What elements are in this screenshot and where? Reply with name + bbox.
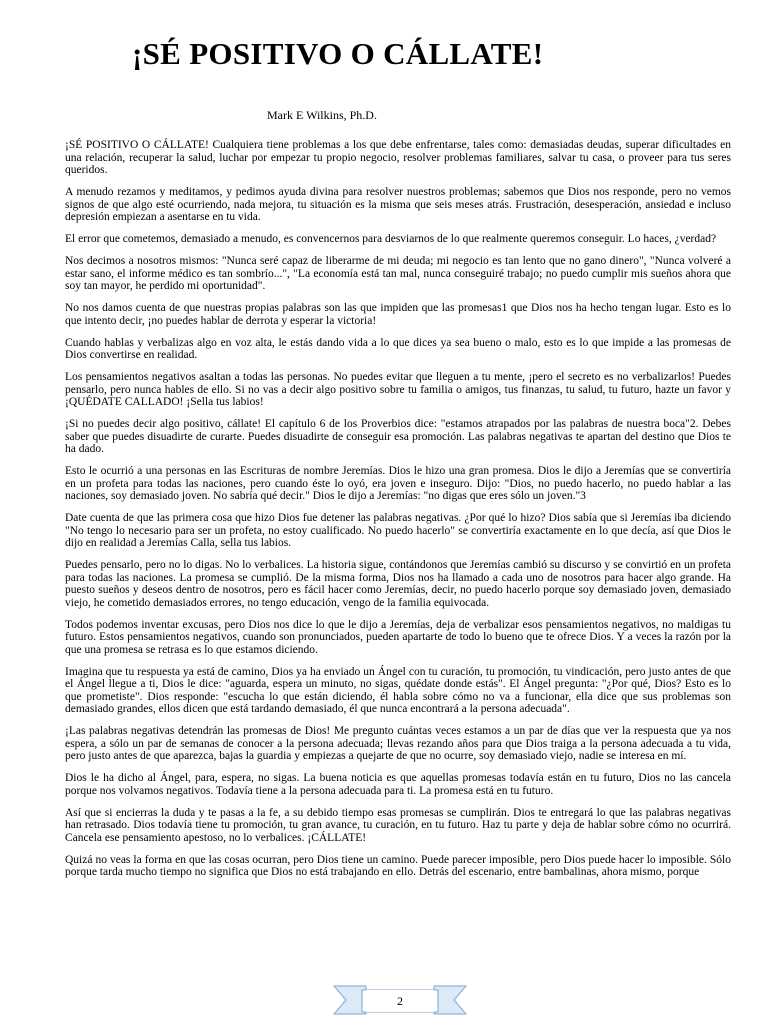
paragraph: Date cuenta de que las primera cosa que hizo Dios fue detener las palabras negativas. ¿Por qué lo hizo? Dios sabía que si Jeremías iba diciendo "No tengo lo necesario para ser un profeta, no estoy cualificado. No puedo hacerlo" se convertiría exactamente en lo que decía, así que Dios le dijo en realidad a Jeremías Calla, sella tus labios. <box>65 512 731 549</box>
document-title: ¡SÉ POSITIVO O CÁLLATE! <box>132 36 544 71</box>
paragraph: ¡Las palabras negativas detendrán las promesas de Dios! Me pregunto cuántas veces estamos a un par de días que ver la respuesta que ya nos espera, a sólo un par de semanas de conocer a la persona adecuada; llevas rezando años para que Dios traiga a la persona adecuada a tu vida, pero justo antes de que aparezca, bajas la guardia y empiezas a quejarte de que no ocurre, soy demasiado viejo, nadie se interesa en mí. <box>65 725 731 762</box>
ribbon-right-tail <box>434 986 466 1014</box>
paragraph: Imagina que tu respuesta ya está de camino, Dios ya ha enviado un Ángel con tu curación, tu promoción, tu vindicación, pero justo antes de que el Ángel llegue a ti, Dios le dice: "aguarda, espera un minuto, no sigas, quédate donde estás". El Ángel pregunta: "¿Por qué, Dios? Esto es lo que prometiste". Dios responde: "escucha lo que están diciendo, él habla sobre cómo no va a funcionar, ella dice que sus problemas son demasiado grandes, ellos dicen que está tardando demasiado, él que nunca encontrará a la persona adecuada". <box>65 665 731 715</box>
paragraph: Así que si encierras la duda y te pasas a la fe, a su debido tiempo esas promesas se cumplirán. Dios te entregará lo que las palabras negativas han retrasado. Dios todavía tiene tu promoción, tu gran avance, tu curación, en tu futuro. Haz tu parte y deja de hablar sobre cómo no ocurrirá. Cancela ese pensamiento apestoso, no lo verbalices. ¡CÁLLATE! <box>65 806 731 844</box>
paragraph: ¡Si no puedes decir algo positivo, cállate! El capítulo 6 de los Proverbios dice: "estamos atrapados por las palabras de nuestra boca"2. Debes saber que puedes disuadirte de curarte. Puedes disuadirte de conseguir esa promoción. Las palabras negativas te apartan del destino que Dios te ha dado. <box>65 418 731 455</box>
paragraph: Quizá no veas la forma en que las cosas ocurran, pero Dios tiene un camino. Puede parecer imposible, pero Dios puede hacer lo imposible. Sólo porque tarda mucho tiempo no significa que Dios no está trabajando en ello. Detrás del escenario, entre bambalinas, ahora mismo, porque <box>65 853 731 878</box>
paragraph: Esto le ocurrió a una personas en las Escrituras de nombre Jeremías. Dios le hizo una gran promesa. Dios le dijo a Jeremías que se convertiría en un profeta para todas las naciones, pero cuando éste lo oyó, era joven e inseguro. Dijo: "Dios, no puedo hacerlo, no puedo hablar a las naciones, soy demasiado joven. No sabría qué decir." Dios le dijo a Jeremías: "no digas que eres sólo un joven."3 <box>65 465 731 502</box>
paragraph: ¡SÉ POSITIVO O CÁLLATE! Cualquiera tiene problemas a los que debe enfrentarse, tales como: demasiadas deudas, superar dificultades en una relación, recuperar la salud, luchar por empezar tu propio negocio, resolver problemas familiares, salvar tu casa, o proveer para tus seres queridos. <box>65 139 731 176</box>
paragraph: Nos decimos a nosotros mismos: "Nunca seré capaz de liberarme de mi deuda; mi negocio es tan lento que no gano dinero", "Nunca volveré a estar sano, el informe médico es tan sombrío...", "La economía está tan mal, nunca conseguiré trabajo; no puedo cumplir mis sueños ahora que soy tan mayor, he perdido mi oportunidad". <box>65 255 731 292</box>
paragraph: Los pensamientos negativos asaltan a todas las personas. No puedes evitar que lleguen a tu mente, ¡pero el secreto es no verbalizarlos! Puedes pensarlo, pero nunca hables de ello. Si no vas a decir algo positivo sobre tu familia o amigos, tus finanzas, tu salud, tu futuro, hazte un favor y ¡QUÉDATE CALLADO! ¡Sella tus labios! <box>65 371 731 408</box>
page-number: 2 <box>366 990 434 1012</box>
paragraph: No nos damos cuenta de que nuestras propias palabras son las que impiden que las promesas1 que Dios nos ha hecho tengan lugar. Esto es lo que intento decir, ¡no puedes hablar de derrota y esperar la victoria! <box>65 302 731 327</box>
paragraph: El error que cometemos, demasiado a menudo, es convencernos para desviarnos de lo que realmente queremos conseguir. Lo haces, ¿verdad? <box>65 233 717 245</box>
document-body <box>65 139 731 888</box>
paragraph: Cuando hablas y verbalizas algo en voz alta, le estás dando vida a lo que dices ya sea bueno o malo, esto es lo que impide a las promesas de Dios convertirse en realidad. <box>65 336 731 361</box>
page-footer <box>332 982 468 1018</box>
paragraph: A menudo rezamos y meditamos, y pedimos ayuda divina para resolver nuestros problemas; sabemos que Dios nos responde, pero no vemos signos de que algo esté ocurriendo, nada mejora, tu situación es la misma que seis meses atrás. Frustración, desesperación, ansiedad e incluso depresión empiezan a asentarse en tu vida. <box>65 186 731 223</box>
ribbon-left-tail <box>334 986 366 1014</box>
document-author: Mark E Wilkins, Ph.D. <box>267 108 377 122</box>
paragraph: Todos podemos inventar excusas, pero Dios nos dice lo que le dijo a Jeremías, deja de verbalizar esos pensamientos negativos, no maldigas tu futuro. Estos pensamientos negativos, cuando son pronunciados, pueden apartarte de todo lo bueno que te ofrece Dios. Y a veces la razón por la que una promesa se retrasa es lo que estamos diciendo. <box>65 618 731 656</box>
paragraph: Dios le ha dicho al Ángel, para, espera, no sigas. La buena noticia es que aquellas promesas todavía están en tu futuro, Dios no las cancela porque nos volvamos negativos. Todavía tiene a la persona adecuada para ti. La promesa está en tu futuro. <box>65 772 731 797</box>
paragraph: Puedes pensarlo, pero no lo digas. No lo verbalices. La historia sigue, contándonos que Jeremías cambió su discurso y se convirtió en un profeta para todas las naciones. La promesa se cumplió. De la misma forma, Dios nos ha llamado a cada uno de nosotros para hacer algo grande. Ha puesto sueños y deseos dentro de nosotros, pero es fácil hacer como Jeremías, decir, no puedo hacerlo porque soy demasiado joven, demasiado viejo, he cometido demasiados errores, no tengo educación, vengo de la familia equivocada. <box>65 559 731 609</box>
